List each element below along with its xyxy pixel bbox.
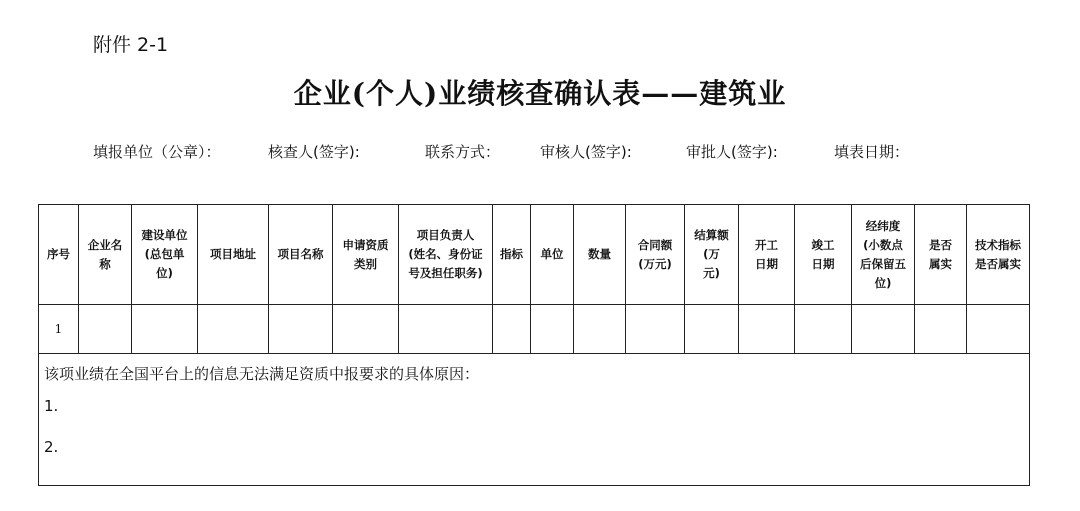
- reason-item-2: 2.: [44, 438, 59, 456]
- reviewer-signature-field[interactable]: 审核人(签字):: [540, 143, 632, 161]
- cell-contract-amount[interactable]: [626, 305, 685, 354]
- header-unit: 单位: [531, 205, 574, 305]
- table-row: [39, 305, 1030, 354]
- checker-signature-field[interactable]: 核查人(签字):: [268, 143, 360, 161]
- approver-signature-field[interactable]: 审批人(签字):: [686, 143, 778, 161]
- reason-item-1: 1.: [44, 397, 59, 415]
- cell-completion-date[interactable]: [795, 305, 852, 354]
- cell-unit[interactable]: [531, 305, 574, 354]
- contact-field[interactable]: 联系方式：: [425, 143, 501, 161]
- header-start-date: 开工 日期: [739, 205, 795, 305]
- header-project-leader: 项目负责人 (姓名、身份证 号及担任职务): [399, 205, 493, 305]
- cell-qualification-type[interactable]: [333, 305, 399, 354]
- header-quantity: 数量: [574, 205, 626, 305]
- cell-company-name[interactable]: [79, 305, 132, 354]
- cell-construction-unit[interactable]: [132, 305, 198, 354]
- fill-fields-row: [0, 141, 1080, 161]
- header-company-name: 企业名 称: [79, 205, 132, 305]
- cell-project-name[interactable]: [269, 305, 333, 354]
- fill-date-field[interactable]: 填表日期：: [834, 143, 910, 161]
- cell-is-true[interactable]: [915, 305, 967, 354]
- cell-coordinates[interactable]: [852, 305, 915, 354]
- header-indicator: 指标: [493, 205, 531, 305]
- header-project-name: 项目名称: [269, 205, 333, 305]
- cell-project-address[interactable]: [198, 305, 269, 354]
- reason-row: [39, 354, 1030, 486]
- reason-cell[interactable]: [39, 354, 1030, 486]
- cell-quantity[interactable]: [574, 305, 626, 354]
- header-completion-date: 竣工 日期: [795, 205, 852, 305]
- header-project-address: 项目地址: [198, 205, 269, 305]
- header-coordinates: 经纬度 (小数点 后保留五 位): [852, 205, 915, 305]
- header-qualification-type: 申请资质 类别: [333, 205, 399, 305]
- cell-start-date[interactable]: [739, 305, 795, 354]
- form-title: 企业(个人)业绩核查确认表——建筑业: [293, 77, 787, 110]
- reason-label: 该项业绩在全国平台上的信息无法满足资质中报要求的具体原因：: [44, 365, 480, 383]
- cell-indicator[interactable]: [493, 305, 531, 354]
- header-tech-indicator-true: 技术指标 是否属实: [967, 205, 1030, 305]
- performance-check-table: [38, 204, 1030, 486]
- header-is-true: 是否 属实: [915, 205, 967, 305]
- header-settlement-amount: 结算额 (万 元): [685, 205, 739, 305]
- cell-settlement-amount[interactable]: [685, 305, 739, 354]
- attachment-label: 附件 2-1: [93, 34, 169, 56]
- header-seq: 序号: [39, 205, 79, 305]
- cell-tech-indicator-true[interactable]: [967, 305, 1030, 354]
- header-construction-unit: 建设单位 (总包单 位): [132, 205, 198, 305]
- cell-seq: 1: [39, 305, 79, 354]
- cell-project-leader[interactable]: [399, 305, 493, 354]
- table-header-row: [39, 205, 1030, 305]
- filling-unit-field[interactable]: 填报单位（公章）：: [93, 143, 221, 161]
- header-contract-amount: 合同额 (万元): [626, 205, 685, 305]
